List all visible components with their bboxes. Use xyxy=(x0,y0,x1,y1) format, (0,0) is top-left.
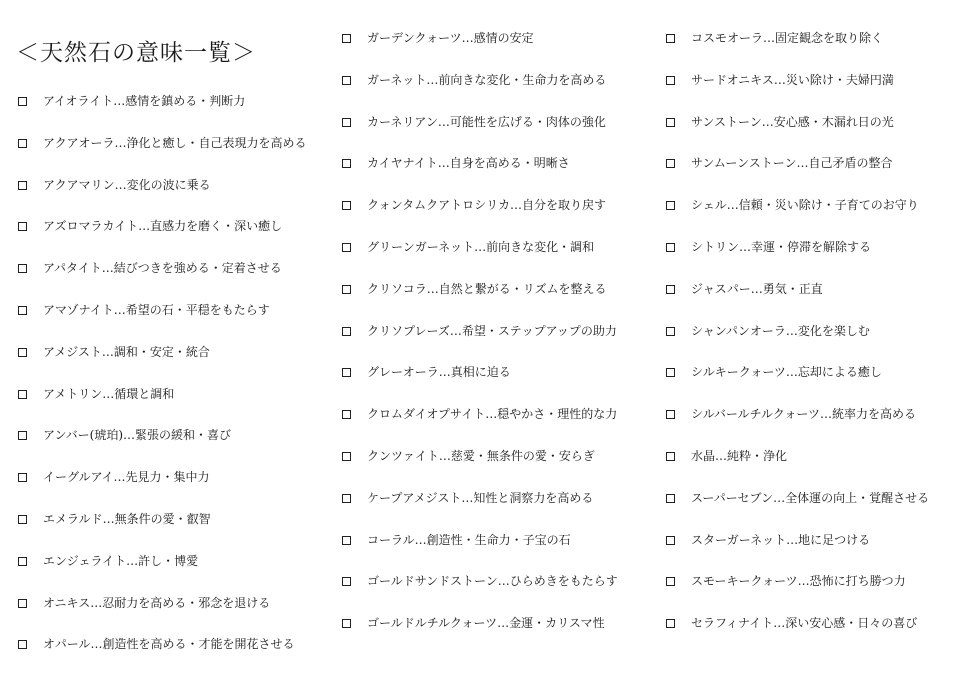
checkbox[interactable] xyxy=(342,619,351,628)
stone-meaning-label: シェル…信頼・災い除け・子育てのお守り xyxy=(691,198,919,213)
list-item xyxy=(342,113,618,155)
list-item xyxy=(342,489,618,531)
checkbox[interactable] xyxy=(342,410,351,419)
stone-meaning-label: コーラル…創造性・生命力・子宝の石 xyxy=(367,532,571,547)
stone-meaning-label: クンツァイト…慈愛・無条件の愛・安らぎ xyxy=(367,448,595,463)
list-item xyxy=(342,531,618,573)
stone-meaning-label: ジャスパー…勇気・正直 xyxy=(691,281,823,296)
stone-meaning-label: ゴールドルチルクォーツ…金運・カリスマ性 xyxy=(367,616,605,631)
checkbox[interactable] xyxy=(342,34,351,43)
stone-meaning-label: コスモオーラ…固定観念を取り除く xyxy=(691,31,884,45)
list-item xyxy=(342,29,618,71)
stone-meaning-label: アメトリン…循環と調和 xyxy=(43,386,175,401)
list-item xyxy=(666,280,929,322)
list-item xyxy=(342,154,618,196)
checkbox[interactable] xyxy=(18,348,27,357)
stone-meaning-label: クリソプレーズ…希望・ステップアップの助力 xyxy=(367,323,617,338)
list-item xyxy=(666,238,929,280)
checkbox[interactable] xyxy=(18,264,27,273)
list-item xyxy=(342,572,618,614)
list-item xyxy=(342,363,618,405)
checkbox[interactable] xyxy=(666,410,675,419)
checkbox[interactable] xyxy=(342,243,351,252)
list-item xyxy=(342,71,618,113)
stone-list-column-1 xyxy=(18,92,307,677)
stone-meaning-label: アンバー(琥珀)…緊張の緩和・喜び xyxy=(43,428,232,443)
stone-meaning-label: アパタイト…結びつきを強める・定着させる xyxy=(43,261,282,276)
checkbox[interactable] xyxy=(18,557,27,566)
list-item xyxy=(18,594,307,636)
list-item xyxy=(18,552,307,594)
stone-meaning-label: スターガーネット…地に足つける xyxy=(691,532,871,547)
list-item xyxy=(18,259,307,301)
stone-meaning-label: ガーネット…前向きな変化・生命力を高める xyxy=(367,72,607,87)
stone-meaning-label: アイオライト…感情を鎮める・判断力 xyxy=(43,94,246,108)
stone-meaning-label: グレーオーラ…真相に迫る xyxy=(367,365,511,380)
checkbox[interactable] xyxy=(18,139,27,148)
list-item xyxy=(18,92,307,134)
checkbox[interactable] xyxy=(342,494,351,503)
list-item xyxy=(342,447,618,489)
list-item xyxy=(18,635,307,677)
checkbox[interactable] xyxy=(342,159,351,168)
list-item xyxy=(18,468,307,510)
stone-meaning-label: 水晶…純粋・浄化 xyxy=(691,448,788,463)
stone-list-column-2 xyxy=(342,29,618,656)
list-item xyxy=(666,447,929,489)
stone-meaning-label: スモーキークォーツ…恐怖に打ち勝つ力 xyxy=(691,574,906,589)
checkbox[interactable] xyxy=(666,76,675,85)
stone-meaning-label: エメラルド…無条件の愛・叡智 xyxy=(43,511,211,526)
checkbox[interactable] xyxy=(666,619,675,628)
stone-meaning-label: セラフィナイト…深い安心感・日々の喜び xyxy=(691,616,918,631)
checkbox[interactable] xyxy=(666,452,675,461)
stone-meaning-label: アメジスト…調和・安定・統合 xyxy=(43,344,210,359)
checkbox[interactable] xyxy=(18,181,27,190)
stone-meaning-label: オパール…創造性を高める・才能を開花させる xyxy=(43,637,295,652)
list-item xyxy=(666,363,929,405)
stone-meaning-label: エンジェライト…許し・博愛 xyxy=(43,553,199,568)
stone-meaning-label: クォンタムクアトロシリカ…自分を取り戻す xyxy=(367,198,607,213)
list-item xyxy=(666,71,929,113)
list-item xyxy=(666,405,929,447)
checkbox[interactable] xyxy=(18,473,27,482)
stone-meaning-label: クロムダイオプサイト…穏やかさ・理性的な力 xyxy=(367,407,618,422)
checkbox[interactable] xyxy=(342,536,351,545)
checkbox[interactable] xyxy=(342,368,351,377)
list-item xyxy=(342,280,618,322)
list-item xyxy=(342,196,618,238)
page-title: ＜天然石の意味一覧＞ xyxy=(16,40,256,66)
list-item xyxy=(342,614,618,656)
list-item xyxy=(18,301,307,343)
stone-list-column-3 xyxy=(666,29,929,656)
checkbox[interactable] xyxy=(18,222,27,231)
stone-meaning-label: カイヤナイト…自身を高める・明晰さ xyxy=(367,156,570,171)
stone-meaning-label: サードオニキス…災い除け・夫婦円満 xyxy=(691,72,894,87)
list-item xyxy=(342,238,618,280)
stone-meaning-label: ゴールドサンドストーン…ひらめきをもたらす xyxy=(367,574,618,589)
checkbox[interactable] xyxy=(18,599,27,608)
list-item xyxy=(18,343,307,385)
checkbox[interactable] xyxy=(18,431,27,440)
checkbox[interactable] xyxy=(666,243,675,252)
stone-meaning-label: シャンパンオーラ…変化を楽しむ xyxy=(691,323,870,338)
stone-meaning-label: アクアマリン…変化の波に乗る xyxy=(43,177,211,192)
stone-meaning-label: サンストーン…安心感・木漏れ日の光 xyxy=(691,114,894,129)
list-item xyxy=(666,614,929,656)
stone-meaning-label: ガーデンクォーツ…感情の安定 xyxy=(367,31,534,45)
stone-meaning-label: カーネリアン…可能性を広げる・肉体の強化 xyxy=(367,114,606,129)
checkbox[interactable] xyxy=(342,285,351,294)
checkbox[interactable] xyxy=(342,577,351,586)
list-item xyxy=(666,196,929,238)
list-item xyxy=(666,572,929,614)
checkbox[interactable] xyxy=(666,577,675,586)
stone-meaning-label: シルバールチルクォーツ…統率力を高める xyxy=(691,407,916,422)
stone-meaning-label: クリソコラ…自然と繋がる・リズムを整える xyxy=(367,281,607,296)
checkbox[interactable] xyxy=(18,515,27,524)
checkbox[interactable] xyxy=(666,201,675,210)
checkbox[interactable] xyxy=(666,159,675,168)
list-item xyxy=(18,385,307,427)
list-item xyxy=(666,322,929,364)
checkbox[interactable] xyxy=(666,285,675,294)
list-item xyxy=(18,426,307,468)
checkbox[interactable] xyxy=(666,118,675,127)
checkbox[interactable] xyxy=(18,97,27,106)
stone-meaning-label: グリーンガーネット…前向きな変化・調和 xyxy=(367,239,595,254)
checkbox[interactable] xyxy=(666,34,675,43)
checkbox[interactable] xyxy=(666,368,675,377)
list-item xyxy=(342,405,618,447)
stone-meaning-label: シトリン…幸運・停滞を解除する xyxy=(691,239,872,254)
list-item xyxy=(18,510,307,552)
list-item xyxy=(666,154,929,196)
stone-meaning-label: シルキークォーツ…忘却による癒し xyxy=(691,365,882,380)
list-item xyxy=(666,113,929,155)
checkbox[interactable] xyxy=(666,494,675,503)
stone-meaning-label: アズロマラカイト…直感力を磨く・深い癒し xyxy=(43,219,283,234)
checkbox[interactable] xyxy=(342,76,351,85)
checkbox[interactable] xyxy=(18,306,27,315)
checkbox[interactable] xyxy=(18,390,27,399)
stone-meaning-label: スーパーセブン…全体運の向上・覚醒させる xyxy=(691,490,930,505)
stone-meaning-label: アクアオーラ…浄化と癒し・自己表現力を高める xyxy=(43,135,307,150)
checkbox[interactable] xyxy=(666,327,675,336)
checkbox[interactable] xyxy=(666,536,675,545)
stone-meaning-label: サンムーンストーン…自己矛盾の整合 xyxy=(691,156,893,171)
list-item xyxy=(18,176,307,218)
stone-meaning-label: ケープアメジスト…知性と洞察力を高める xyxy=(367,490,594,505)
stone-meaning-label: オニキス…忍耐力を高める・邪念を退ける xyxy=(43,595,271,610)
stone-meaning-label: アマゾナイト…希望の石・平穏をもたらす xyxy=(43,302,270,317)
checkbox[interactable] xyxy=(18,640,27,649)
checkbox[interactable] xyxy=(342,201,351,210)
stone-meaning-label: イーグルアイ…先見力・集中力 xyxy=(43,470,210,485)
list-item xyxy=(666,531,929,573)
checkbox[interactable] xyxy=(342,327,351,336)
list-item xyxy=(666,489,929,531)
list-item xyxy=(18,217,307,259)
checkbox[interactable] xyxy=(342,118,351,127)
list-item xyxy=(666,29,929,71)
list-item xyxy=(342,322,618,364)
list-item xyxy=(18,134,307,176)
checkbox[interactable] xyxy=(342,452,351,461)
